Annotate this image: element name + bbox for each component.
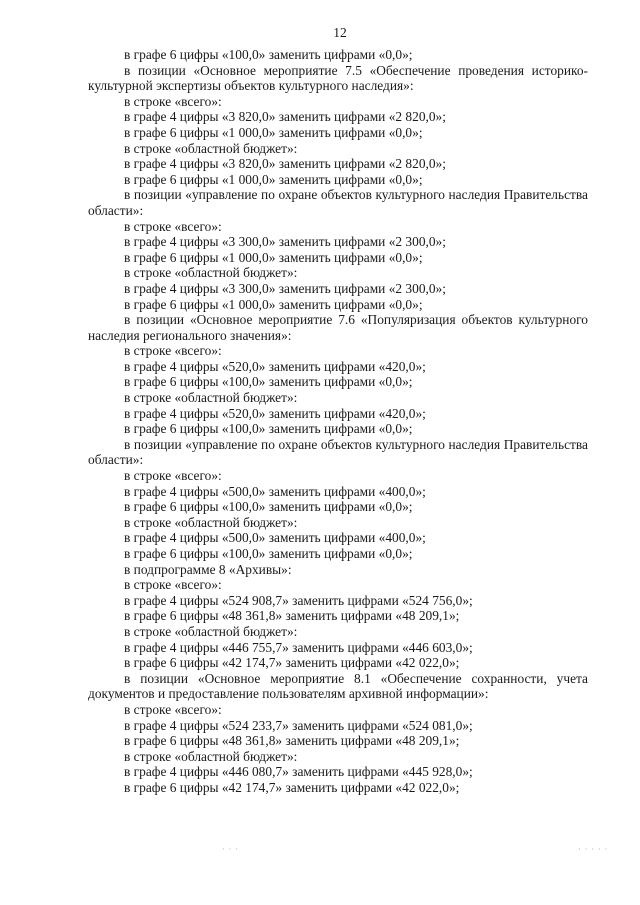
text-paragraph: в позиции «Основное мероприятие 7.5 «Обеспечение проведения историко-культурной экспертизы объектов культурного наследия»:: [88, 62, 588, 94]
text-paragraph: в позиции «управление по охране объектов культурного наследия Правительства области»:: [88, 187, 588, 218]
text-line: в графе 6 цифры «100,0» заменить цифрами «0,0»;: [124, 546, 413, 561]
text-line: в графе 4 цифры «3 300,0» заменить цифрами «2 300,0»;: [124, 234, 446, 250]
text-line: в графе 4 цифры «3 820,0» заменить цифрами «2 820,0»;: [124, 156, 446, 172]
text-line: в графе 4 цифры «524 908,7» заменить цифрами «524 756,0»;: [124, 592, 473, 608]
text-line: в графе 4 цифры «520,0» заменить цифрами «420,0»;: [124, 405, 426, 421]
text-line: в графе 6 цифры «100,0» заменить цифрами «0,0»;: [124, 421, 413, 437]
text-line: в графе 6 цифры «100,0» заменить цифрами «0,0»;: [124, 374, 413, 390]
text-line: в графе 4 цифры «3 300,0» заменить цифрами «2 300,0»;: [124, 280, 446, 296]
text-line: в графе 6 цифры «48 361,8» заменить цифрами «48 209,1»;: [124, 733, 460, 749]
scan-mark-right: · · · · ·: [578, 845, 609, 854]
text-line: в строке «областной бюджет»:: [124, 623, 298, 639]
text-line: в строке «областной бюджет»:: [124, 514, 298, 530]
text-paragraph: в позиции «Основное мероприятие 7.6 «Популяризация объектов культурного наследия регионального значения»:: [88, 312, 588, 343]
text-line: в графе 6 цифры «42 174,7» заменить цифрами «42 022,0»;: [124, 655, 460, 671]
text-line: в графе 6 цифры «48 361,8» заменить цифрами «48 209,1»;: [124, 608, 460, 624]
text-line: в строке «всего»:: [124, 93, 222, 109]
text-line: в строке «областной бюджет»:: [124, 748, 298, 764]
text-line: в строке «всего»:: [124, 577, 222, 593]
text-line: в строке «всего»:: [124, 343, 222, 359]
text-paragraph: в позиции «Основное мероприятие 8.1 «Обеспечение сохранности, учета документов и предоставление пользователям архивной информации»:: [88, 670, 588, 702]
text-line: в графе 4 цифры «500,0» заменить цифрами «400,0»;: [124, 483, 426, 499]
text-line: в графе 6 цифры «1 000,0» заменить цифрами «0,0»;: [124, 249, 423, 265]
text-line: в графе 6 цифры «42 174,7» заменить цифрами «42 022,0»;: [124, 779, 460, 795]
text-line: в строке «областной бюджет»:: [124, 265, 298, 281]
text-line: в графе 4 цифры «446 080,7» заменить цифрами «445 928,0»;: [124, 764, 473, 780]
text-line: в графе 6 цифры «100,0» заменить цифрами «0,0»;: [124, 499, 413, 515]
text-line: в графе 4 цифры «500,0» заменить цифрами «400,0»;: [124, 530, 426, 546]
text-paragraph: в позиции «управление по охране объектов культурного наследия Правительства области»:: [88, 436, 588, 468]
text-line: в строке «всего»:: [124, 218, 222, 234]
text-line: в подпрограмме 8 «Архивы»:: [124, 561, 292, 577]
text-line: в строке «областной бюджет»:: [124, 140, 298, 156]
text-line: в строке «областной бюджет»:: [124, 390, 298, 406]
text-line: в графе 6 цифры «1 000,0» заменить цифрами «0,0»;: [124, 296, 423, 312]
text-line: в графе 6 цифры «100,0» заменить цифрами «0,0»;: [124, 47, 413, 62]
page-number: 12: [333, 25, 347, 40]
document-body: [88, 47, 588, 796]
text-line: в графе 4 цифры «3 820,0» заменить цифрами «2 820,0»;: [124, 109, 446, 125]
text-line: в графе 4 цифры «520,0» заменить цифрами «420,0»;: [124, 358, 426, 374]
text-line: в строке «всего»:: [124, 701, 222, 717]
text-line: в графе 6 цифры «1 000,0» заменить цифрами «0,0»;: [124, 171, 423, 187]
text-line: в строке «всего»:: [124, 468, 222, 484]
text-line: в графе 6 цифры «1 000,0» заменить цифрами «0,0»;: [124, 124, 423, 140]
text-line: в графе 4 цифры «524 233,7» заменить цифрами «524 081,0»;: [124, 717, 473, 733]
scan-edge-marks: [0, 845, 640, 855]
scan-mark-left: · · ·: [222, 845, 239, 854]
text-line: в графе 4 цифры «446 755,7» заменить цифрами «446 603,0»;: [124, 639, 473, 655]
